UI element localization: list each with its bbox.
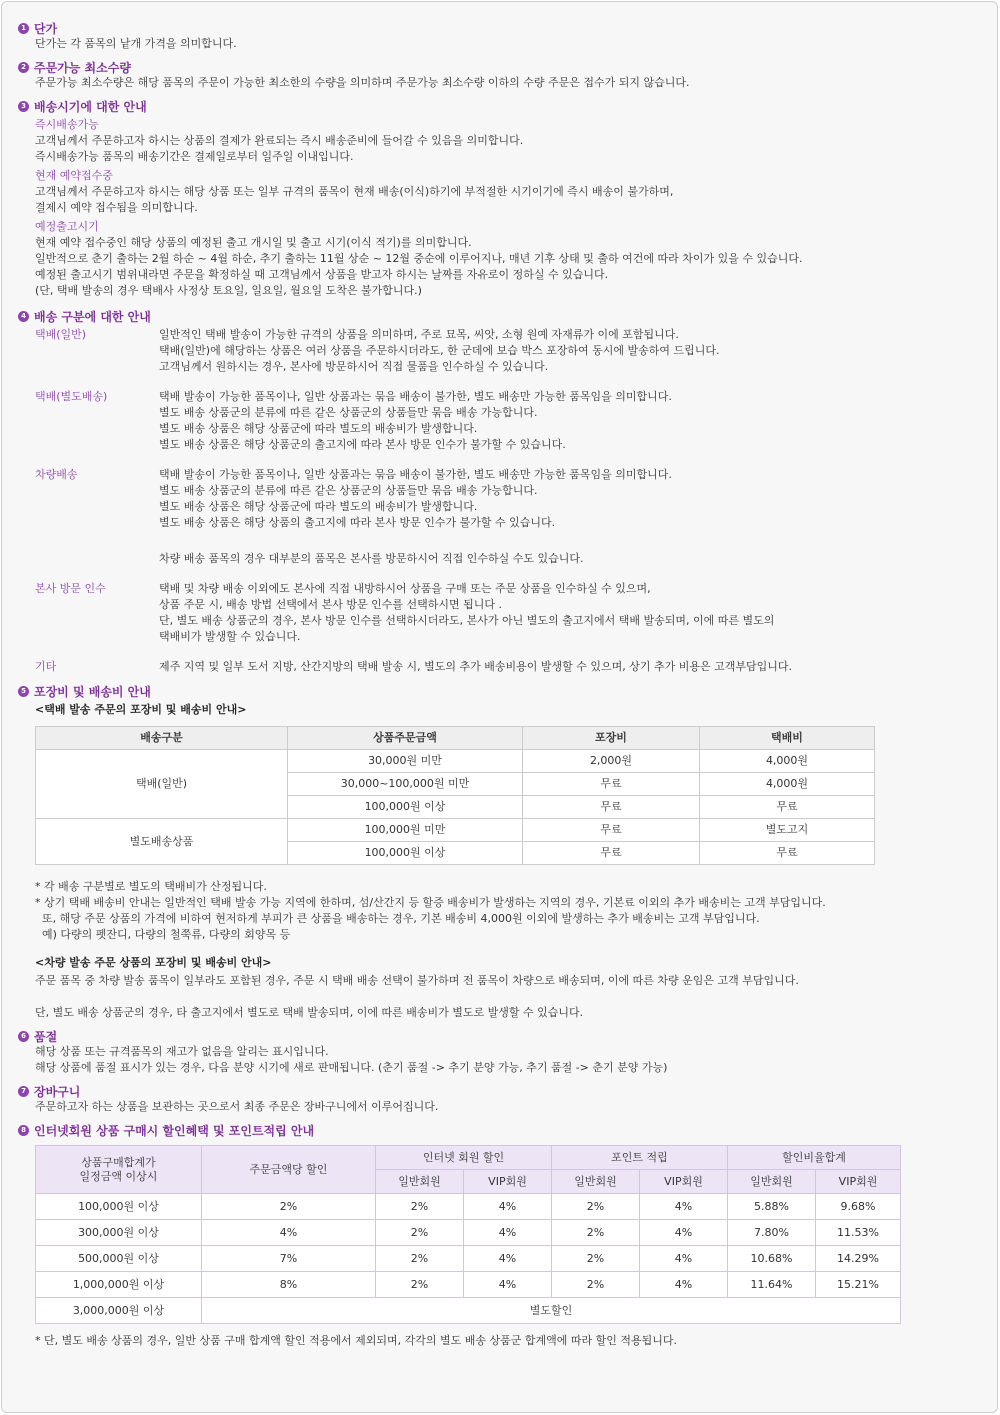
section-heading: 포장비 및 배송비 안내	[34, 684, 151, 699]
shipping-type-label: 본사 방문 인수	[35, 582, 106, 595]
text-line: 고객님께서 주문하고자 하시는 해당 상품 또는 일부 규격의 품목이 현재 배송(이식)하기에 부적절한 시기이기에 즉시 배송이 불가하며,	[35, 185, 674, 198]
table-cell: 무료	[700, 842, 875, 865]
table-cell: 2,000원	[523, 750, 700, 773]
number-badge-icon: 3	[18, 101, 29, 112]
note-line: * 각 배송 구분별로 별도의 택배비가 산정됩니다.	[35, 880, 267, 893]
table-header: 택배비	[700, 727, 875, 750]
section-min-quantity	[18, 59, 978, 91]
group-cell: 택배(일반)	[36, 750, 288, 819]
section-cart	[18, 1083, 978, 1115]
section-discount	[18, 1122, 978, 1349]
text-line: 주문 품목 중 차량 발송 품목이 일부라도 포함된 경우, 주문 시 택배 배송 선택이 불가하며 전 품목이 차량으로 배송되며, 이에 따른 차량 운임은 고객 부담입니다.	[35, 974, 799, 987]
table-cell: 4%	[640, 1194, 728, 1220]
number-badge-icon: 8	[18, 1125, 29, 1136]
table-cell: 100,000원 이상	[288, 796, 523, 819]
table-cell: 4%	[640, 1220, 728, 1246]
table-row	[36, 1272, 901, 1298]
section-text: 단가는 각 품목의 낱개 가격을 의미합니다.	[35, 37, 237, 50]
table-header: 상품주문금액	[288, 727, 523, 750]
table-cell: 11.64%	[728, 1272, 816, 1298]
table-cell: 14.29%	[816, 1246, 901, 1272]
text-line: 별도 배송 상품은 해당 상품의 출고지에 따라 본사 방문 인수가 불가할 수 있습니다.	[159, 516, 556, 529]
section-title	[18, 683, 978, 699]
fee-notes	[35, 879, 978, 943]
parcel-fee-table	[35, 726, 875, 865]
shipping-type-row	[35, 327, 978, 375]
section-title	[18, 1122, 978, 1138]
table-subheader: 일반회원	[552, 1170, 640, 1194]
table-header: 배송구분	[36, 727, 288, 750]
table-cell: 4%	[464, 1220, 552, 1246]
subheading-planned-release: 예정출고시기	[35, 220, 99, 233]
section-title	[18, 1083, 978, 1099]
section-heading: 품절	[34, 1029, 58, 1044]
table-header: 포장비	[523, 727, 700, 750]
table-cell: 9.68%	[816, 1194, 901, 1220]
table-cell: 500,000원 이상	[36, 1246, 202, 1272]
text-line: 택배 발송이 가능한 품목이나, 일반 상품과는 묶음 배송이 불가한, 별도 배송만 가능한 품목임을 의미합니다.	[159, 390, 672, 403]
text-line: 현재 예약 접수중인 해당 상품의 예정된 출고 개시일 및 출고 시기(이식 적기)를 의미합니다.	[35, 236, 472, 249]
section-shipping-types	[18, 308, 978, 675]
table-cell: 30,000원 미만	[288, 750, 523, 773]
text-line: 결제시 예약 접수됨을 의미합니다.	[35, 201, 198, 214]
table-row	[36, 750, 875, 773]
subheading-immediate: 즉시배송가능	[35, 118, 99, 131]
text-line: 택배(일반)에 해당하는 상품은 여러 상품을 주문하시더라도, 한 군데에 보습 박스 포장하여 동시에 발송하여 드립니다.	[159, 344, 720, 357]
table-cell: 4%	[202, 1220, 376, 1246]
section-title	[18, 1028, 978, 1044]
group-cell: 별도배송상품	[36, 819, 288, 865]
text-line: 일반적인 택배 발송이 가능한 규격의 상품을 의미하며, 주로 묘목, 씨앗, 소형 원예 자재류가 이에 포함됩니다.	[159, 328, 679, 341]
page-frame	[1, 1, 998, 1413]
number-badge-icon: 6	[18, 1031, 29, 1042]
section-heading: 배송 구분에 대한 안내	[34, 309, 151, 324]
text-line: 별도 배송 상품군의 분류에 따른 같은 상품군의 상품들만 묶음 배송 가능합니다.	[159, 484, 538, 497]
table-cell: 2%	[376, 1194, 464, 1220]
number-badge-icon: 5	[18, 686, 29, 697]
table-cell: 11.53%	[816, 1220, 901, 1246]
table-header	[36, 1146, 202, 1194]
text-line: 단, 별도 배송 상품군의 경우, 본사 방문 인수를 선택하시더라도, 본사가 아닌 별도의 출고지에서 택배 발송되며, 이에 따른 별도의	[159, 614, 775, 627]
text-line: 택배 및 차량 배송 이외에도 본사에 직접 내방하시어 상품을 구매 또는 주문 상품을 인수하실 수 있으며,	[159, 582, 651, 595]
table-cell: 별도고지	[700, 819, 875, 842]
table-cell: 100,000원 미만	[288, 819, 523, 842]
note-line: * 상기 택배 배송비 안내는 일반적인 택배 발송 가능 지역에 한하며, 섬/산간지 등 할증 배송비가 발생하는 지역의 경우, 기본료 이외의 추가 배송비는 고객 부담입니다.	[35, 896, 826, 909]
text-line: 택배비가 발생할 수 있습니다.	[159, 630, 301, 643]
table-cell: 30,000~100,000원 미만	[288, 773, 523, 796]
shipping-type-label: 차량배송	[35, 468, 78, 481]
table-cell: 3,000,000원 이상	[36, 1298, 202, 1324]
section-heading: 인터넷회원 상품 구매시 할인혜택 및 포인트적립 안내	[34, 1123, 315, 1138]
section-heading: 단가	[34, 21, 58, 36]
shipping-type-row	[35, 659, 978, 675]
header-line: 상품구매합계가	[81, 1155, 156, 1169]
table-cell: 무료	[523, 819, 700, 842]
table-header-group: 포인트 적립	[552, 1146, 728, 1170]
header-line: 일정금액 이상시	[79, 1169, 158, 1183]
table-cell: 4,000원	[700, 750, 875, 773]
table-cell: 2%	[552, 1220, 640, 1246]
text-line: 예정된 출고시기 범위내라면 주문을 확정하실 때 고객님께서 상품을 받고자 하시는 날짜를 자유로이 정하실 수 있습니다.	[35, 268, 609, 281]
table-cell: 4%	[640, 1246, 728, 1272]
section-unit-price	[18, 20, 978, 52]
content	[18, 20, 978, 1356]
number-badge-icon: 4	[18, 311, 29, 322]
section-title	[18, 98, 978, 114]
table-cell: 2%	[376, 1220, 464, 1246]
text-line: 제주 지역 및 일부 도서 지방, 산간지방의 택배 발송 시, 별도의 추가 배송비용이 발생할 수 있으며, 상기 추가 비용은 고객부담입니다.	[159, 660, 792, 673]
table-cell: 1,000,000원 이상	[36, 1272, 202, 1298]
number-badge-icon: 2	[18, 62, 29, 73]
table-row	[36, 819, 875, 842]
note-line: * 단, 별도 배송 상품의 경우, 일반 상품 구매 합계액 할인 적용에서 제외되며, 각각의 별도 배송 상품군 합계액에 따라 할인 적용됩니다.	[35, 1334, 677, 1347]
text-line: 별도 배송 상품은 해당 상품군에 따라 별도의 배송비가 발생합니다.	[159, 500, 478, 513]
text-line: 고객님께서 주문하고자 하시는 상품의 결제가 완료되는 즉시 배송준비에 들어갈 수 있음을 의미합니다.	[35, 134, 524, 147]
table-cell: 8%	[202, 1272, 376, 1298]
text-line: 별도 배송 상품은 해당 상품군의 출고지에 따라 본사 방문 인수가 불가할 수 있습니다.	[159, 438, 566, 451]
text-line: 즉시배송가능 품목의 배송기간은 결제일로부터 일주일 이내입니다.	[35, 150, 354, 163]
table-cell: 2%	[376, 1246, 464, 1272]
table-cell: 7%	[202, 1246, 376, 1272]
table-cell: 2%	[552, 1246, 640, 1272]
section-heading: 배송시기에 대한 안내	[34, 99, 147, 114]
table-cell: 7.80%	[728, 1220, 816, 1246]
table-cell: 5.88%	[728, 1194, 816, 1220]
text-line: 일반적으로 춘기 출하는 2월 하순 ~ 4월 하순, 추기 출하는 11월 상순 ~ 12월 중순에 이루어지나, 매년 기후 상태 및 출하 여건에 따라 차이가 있을 수 있습니다.	[35, 252, 803, 265]
table-cell: 4%	[464, 1194, 552, 1220]
table-subheader: VIP회원	[640, 1170, 728, 1194]
shipping-type-label: 택배(별도배송)	[35, 390, 108, 403]
table-subheader: 일반회원	[376, 1170, 464, 1194]
shipping-type-label: 택배(일반)	[35, 328, 87, 341]
subheading-reservation: 현재 예약접수중	[35, 169, 113, 182]
table-header: 주문금액당 할인	[202, 1146, 376, 1194]
parcel-fee-title: <택배 발송 주문의 포장비 및 배송비 안내>	[35, 703, 247, 716]
table-cell: 100,000원 이상	[36, 1194, 202, 1220]
text-line: (단, 택배 발송의 경우 택배사 사정상 토요일, 일요일, 월요일 도착은 불가합니다.)	[35, 284, 422, 297]
table-subheader: VIP회원	[464, 1170, 552, 1194]
table-cell: 무료	[523, 773, 700, 796]
shipping-type-label: 기타	[35, 660, 57, 673]
table-cell: 300,000원 이상	[36, 1220, 202, 1246]
table-cell: 100,000원 이상	[288, 842, 523, 865]
text-line: 별도 배송 상품은 해당 상품군에 따라 별도의 배송비가 발생합니다.	[159, 422, 478, 435]
text-line: 별도 배송 상품군의 분류에 따른 같은 상품군의 상품들만 묶음 배송 가능합니다.	[159, 406, 538, 419]
table-cell: 무료	[523, 842, 700, 865]
table-cell: 2%	[552, 1272, 640, 1298]
table-cell: 10.68%	[728, 1246, 816, 1272]
table-header-group: 할인비율합계	[728, 1146, 901, 1170]
table-cell: 무료	[700, 796, 875, 819]
text-line: 해당 상품 또는 규격품목의 재고가 없음을 알리는 표시입니다.	[35, 1045, 329, 1058]
discount-table	[35, 1145, 901, 1324]
table-row	[36, 1220, 901, 1246]
text-line: 택배 발송이 가능한 품목이나, 일반 상품과는 묶음 배송이 불가한, 별도 배송만 가능한 품목임을 의미합니다.	[159, 468, 672, 481]
note-line: 예) 다량의 펫잔디, 다량의 철쭉류, 다량의 회양목 등	[42, 928, 291, 941]
text-line: 주문하고자 하는 상품을 보관하는 곳으로서 최종 주문은 장바구니에서 이루어집니다.	[35, 1100, 439, 1113]
table-cell: 4,000원	[700, 773, 875, 796]
table-cell: 2%	[552, 1194, 640, 1220]
section-fees	[18, 683, 978, 1021]
text-line: 차량 배송 품목의 경우 대부분의 품목은 본사를 방문하시어 직접 인수하실 수도 있습니다.	[159, 552, 584, 565]
section-shipping-time	[18, 98, 978, 299]
section-heading: 장바구니	[34, 1084, 81, 1099]
table-cell: 2%	[202, 1194, 376, 1220]
number-badge-icon: 1	[18, 23, 29, 34]
table-row	[36, 1246, 901, 1272]
table-header-group: 인터넷 회원 할인	[376, 1146, 552, 1170]
shipping-type-row	[35, 389, 978, 453]
section-text: 주문가능 최소수량은 해당 품목의 주문이 가능한 최소한의 수량을 의미하며 주문가능 최소수량 이하의 수량 주문은 접수가 되지 않습니다.	[35, 76, 690, 89]
shipping-type-row	[35, 581, 978, 645]
note-line: 또, 해당 주문 상품의 가격에 비하여 현저하게 부피가 큰 상품을 배송하는 경우, 기본 배송비 4,000원 이외에 발생하는 추가 배송비는 고객 부담입니다.	[42, 912, 760, 925]
table-cell: 무료	[523, 796, 700, 819]
table-cell: 4%	[464, 1272, 552, 1298]
section-title	[18, 20, 978, 36]
table-cell: 별도할인	[202, 1298, 901, 1324]
table-cell: 15.21%	[816, 1272, 901, 1298]
table-subheader: VIP회원	[816, 1170, 901, 1194]
number-badge-icon: 7	[18, 1086, 29, 1097]
text-line: 고객님께서 원하시는 경우, 본사에 방문하시어 직접 물품을 인수하실 수 있습니다.	[159, 360, 549, 373]
vehicle-fee-title: <차량 발송 주문 상품의 포장비 및 배송비 안내>	[35, 956, 272, 969]
section-heading: 주문가능 최소수량	[34, 60, 131, 75]
table-row	[36, 1194, 901, 1220]
section-title	[18, 59, 978, 75]
table-subheader: 일반회원	[728, 1170, 816, 1194]
table-cell: 2%	[376, 1272, 464, 1298]
section-sold-out	[18, 1028, 978, 1076]
text-line: 해당 상품에 품절 표시가 있는 경우, 다음 분양 시기에 새로 판매됩니다. (춘기 품절 -> 추기 분양 가능, 추기 품절 -> 춘기 분양 가능)	[35, 1061, 668, 1074]
text-line: 상품 주문 시, 배송 방법 선택에서 본사 방문 인수를 선택하시면 됩니다 .	[159, 598, 502, 611]
text-line: 단, 별도 배송 상품군의 경우, 타 출고지에서 별도로 택배 발송되며, 이에 따른 배송비가 별도로 발생할 수 있습니다.	[35, 1006, 584, 1019]
section-title	[18, 308, 978, 324]
table-cell: 4%	[640, 1272, 728, 1298]
table-cell: 4%	[464, 1246, 552, 1272]
shipping-type-row	[35, 467, 978, 567]
table-row	[36, 1298, 901, 1324]
